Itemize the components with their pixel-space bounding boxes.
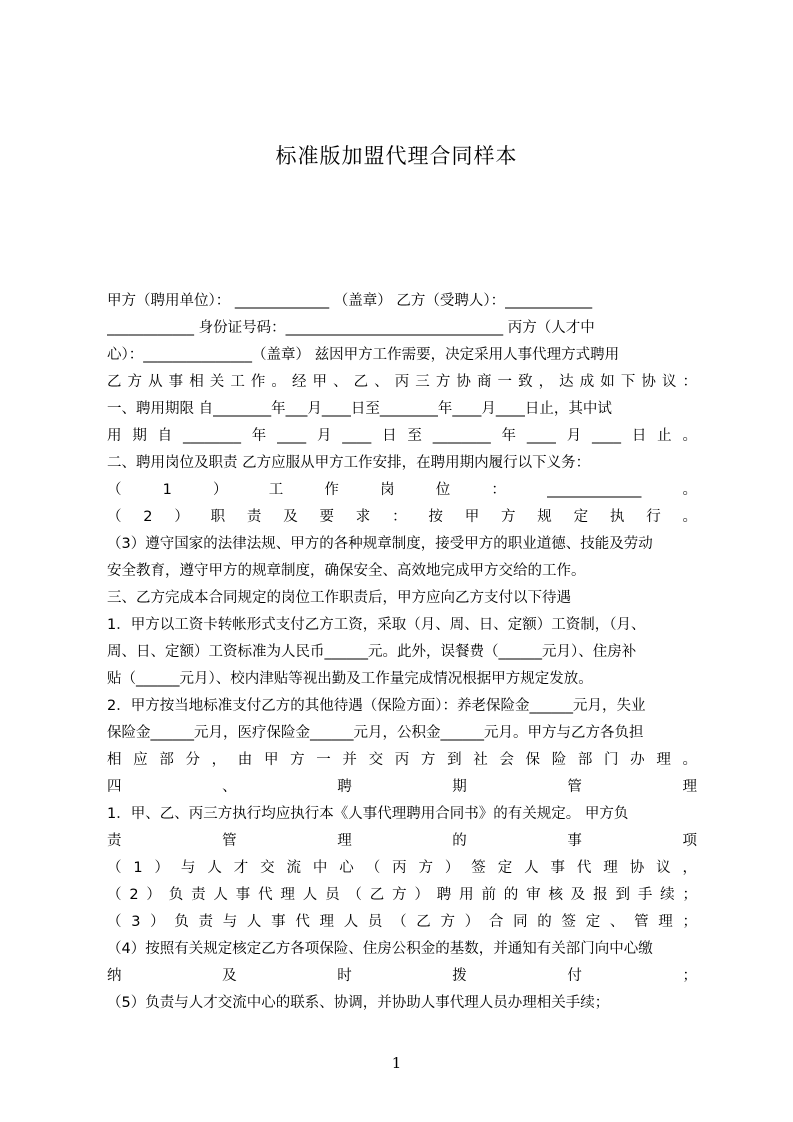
text-line: （2）职责及要求：按甲方规定执行。 xyxy=(107,509,697,525)
text-line: 三、乙方完成本合同规定的岗位工作职责后，甲方应向乙方支付以下待遇 xyxy=(107,590,571,606)
page-number: 1 xyxy=(391,1054,402,1072)
text-line: 甲方（聘用单位）： _____________ （盖章） 乙方（受聘人）：____________ xyxy=(107,293,593,309)
text-line: 用期自________年____月____日至________年____月____日止。 xyxy=(107,428,697,444)
text-line: 二、聘用岗位及职责 乙方应服从甲方工作安排，在聘用期内履行以下义务： xyxy=(107,455,591,471)
text-line: ____________ 身份证号码：______________________________ 丙方（人才中 xyxy=(107,320,595,336)
text-line: （3）负责与人事代理人员（乙方）合同的签定、管理； xyxy=(107,914,697,930)
text-line: （1）与人才交流中心（丙方）签定人事代理协议， xyxy=(107,860,697,876)
text-line: 1．甲、乙、丙三方执行均应执行本《人事代理聘用合同书》的有关规定。 甲方负 xyxy=(107,806,629,822)
text-line: 乙方从事相关工作。经甲、乙、丙三方协商一致，达成如下协议： xyxy=(107,374,697,390)
text-line: （2）负责人事代理人员（乙方）聘用前的审核及报到手续； xyxy=(107,887,697,903)
text-line: 保险金______元月，医疗保险金______元月，公积金______元月。甲方与乙方各负担 xyxy=(107,725,644,741)
text-line: 2．甲方按当地标准支付乙方的其他待遇（保险方面）：养老保险金______元月，失业 xyxy=(107,698,646,714)
section-heading: 四、聘期管理 xyxy=(107,779,697,795)
page-title: 标准版加盟代理合同样本 xyxy=(275,144,518,168)
text-line: 心）：_______________（盖章） 兹因甲方工作需要，决定采用人事代理方式聘用 xyxy=(107,347,620,363)
text-line: 周、日、定额）工资标准为人民币______元。此外，误餐费（______元月）、住房补 xyxy=(107,644,637,660)
text-line: 安全教育，遵守甲方的规章制度，确保安全、高效地完成甲方交给的工作。 xyxy=(107,563,586,579)
text-line: （4）按照有关规定核定乙方各项保险、住房公积金的基数，并通知有关部门向中心缴 xyxy=(107,941,653,957)
text-line: （1）工作岗位：_____________。 xyxy=(107,482,697,498)
text-line: 责管理的事项 xyxy=(107,833,697,849)
text-line: 纳及时拨付； xyxy=(107,968,697,984)
text-line: 1．甲方以工资卡转帐形式支付乙方工资，采取（月、周、日、定额）工资制，（月、 xyxy=(107,617,646,633)
text-line: 相应部分，由甲方一并交丙方到社会保险部门办理。 xyxy=(107,752,697,768)
text-line: 一、聘用期限 自________年___月____日至________年____月____日止，其中试 xyxy=(107,401,612,417)
text-line: 贴（______元月）、校内津贴等视出勤及工作量完成情况根据甲方规定发放。 xyxy=(107,671,593,687)
text-line: （3）遵守国家的法律法规、甲方的各种规章制度，接受甲方的职业道德、技能及劳动 xyxy=(107,536,653,552)
text-line: （5）负责与人才交流中心的联系、协调，并协助人事代理人员办理相关手续； xyxy=(107,995,610,1011)
